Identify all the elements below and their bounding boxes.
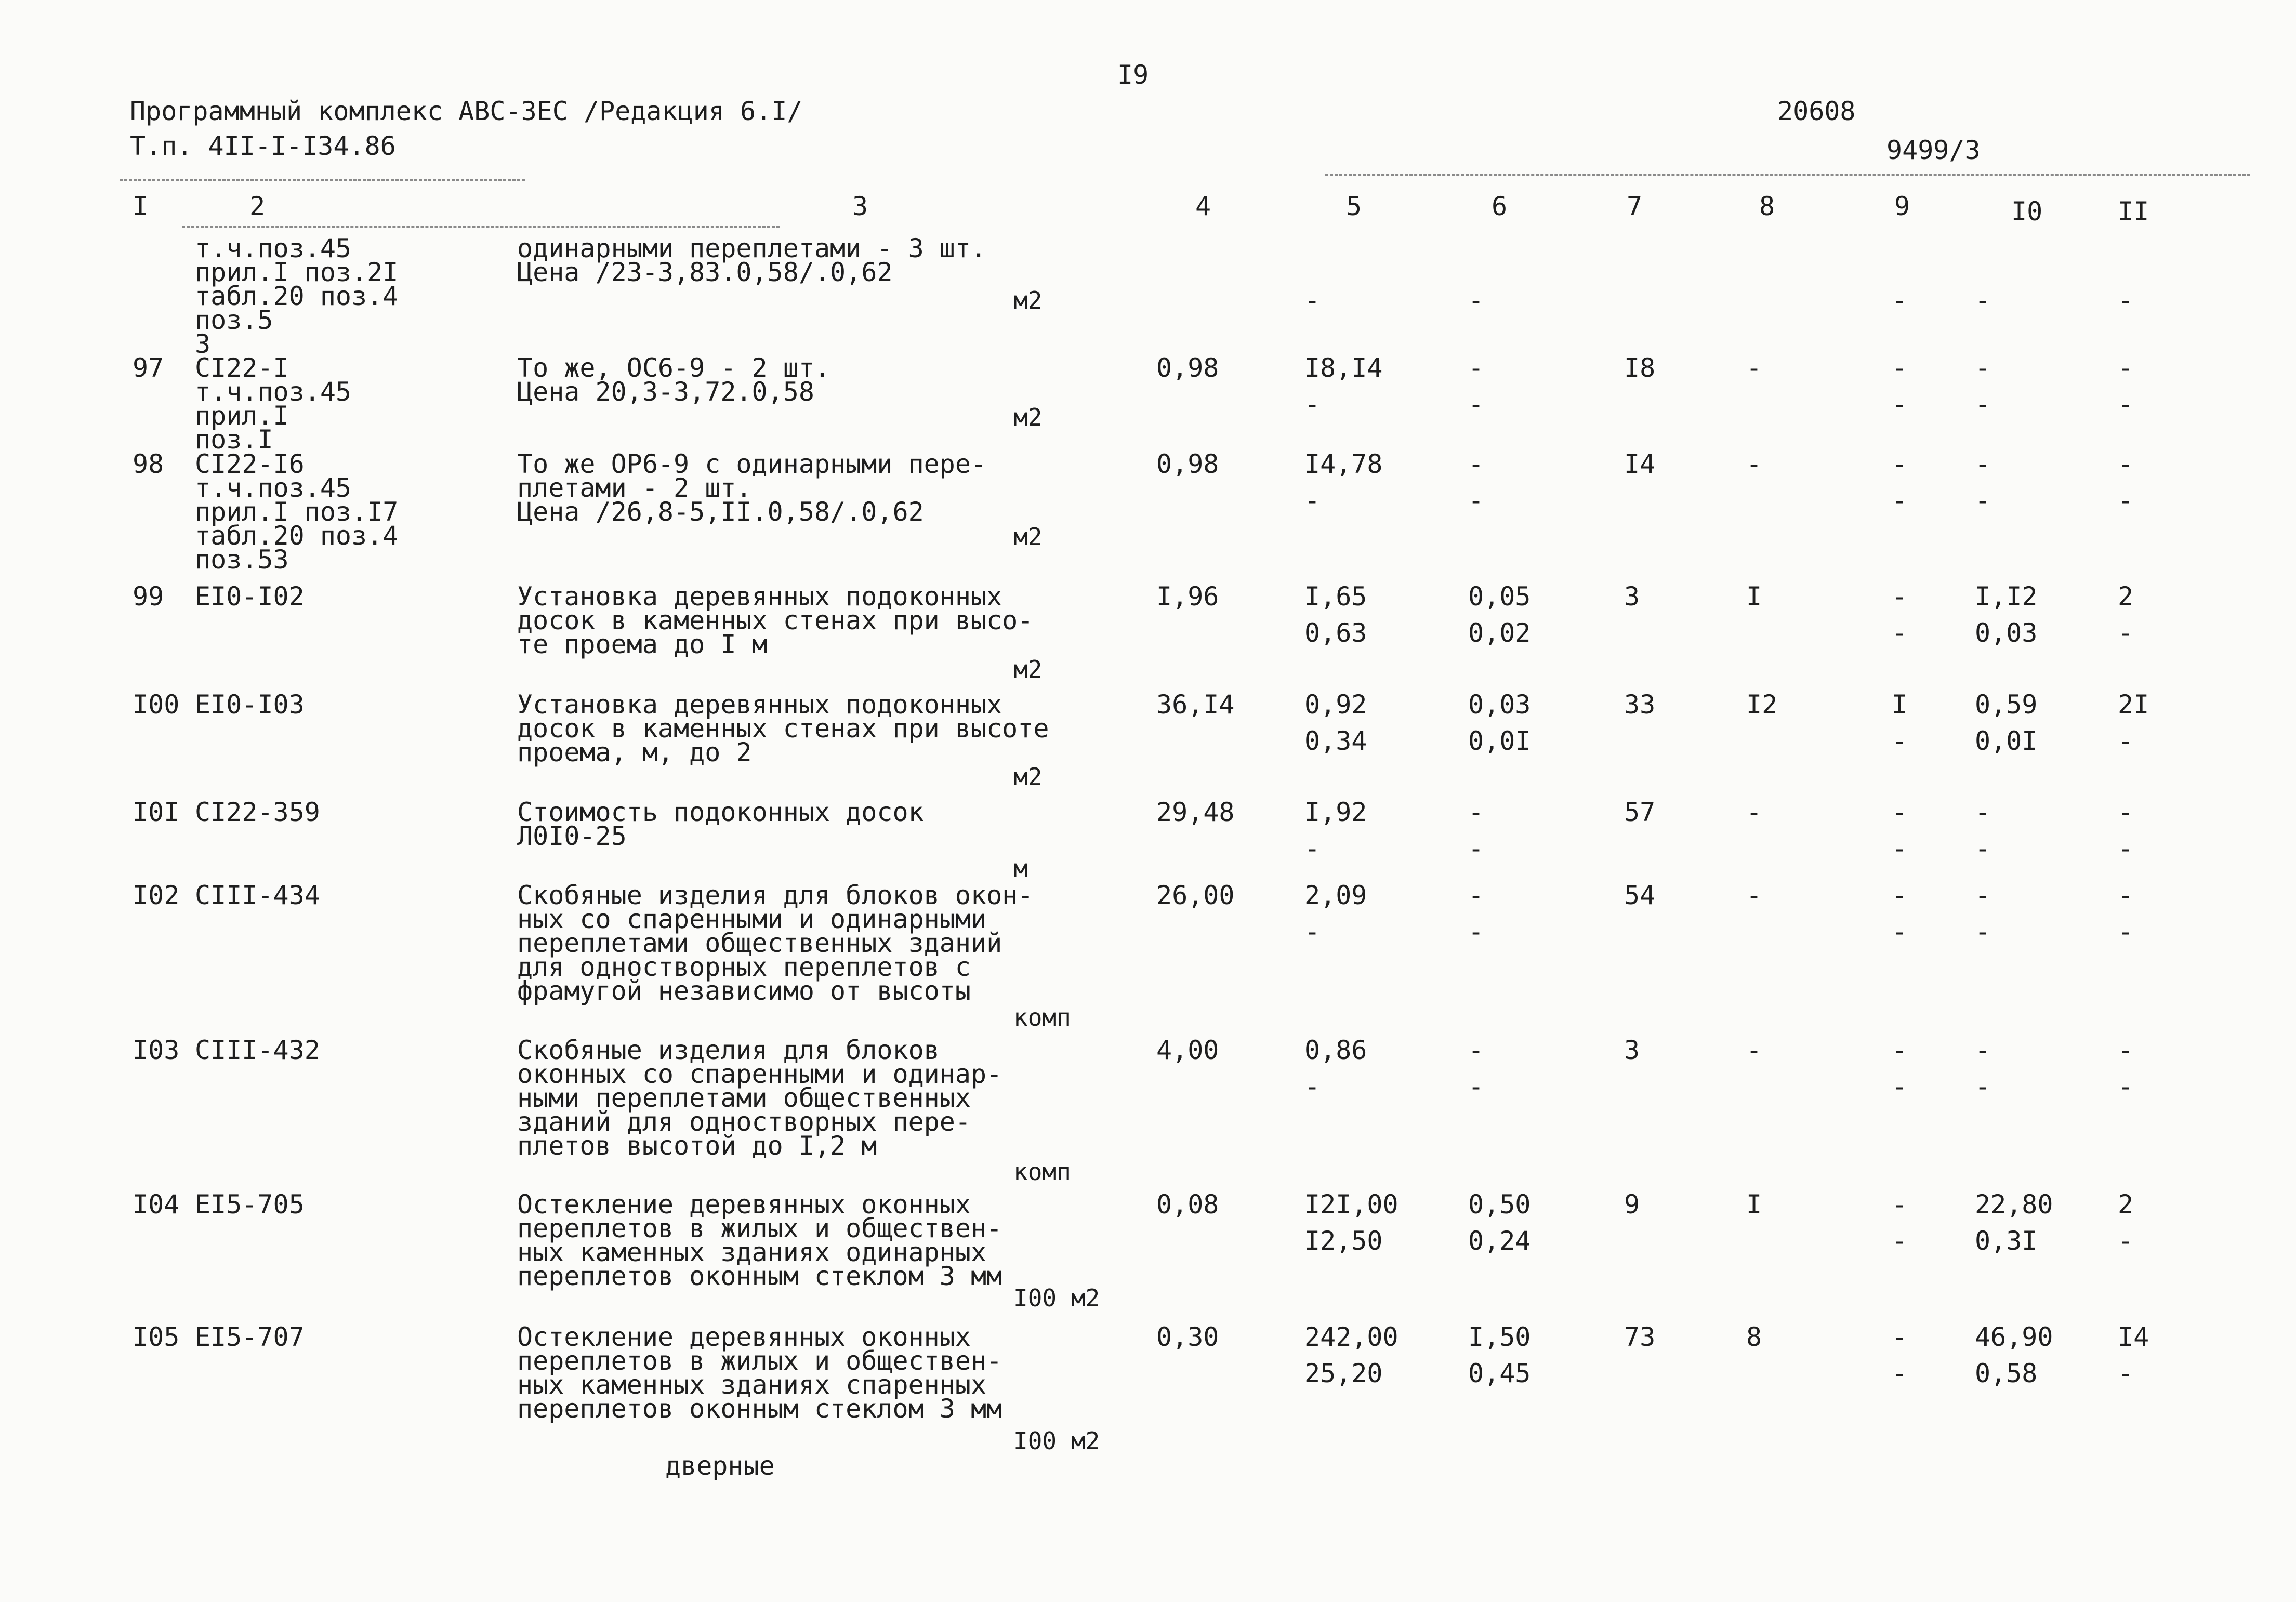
row-col5: I,65: [1304, 581, 1367, 612]
row-col11: -: [2118, 1035, 2134, 1065]
row-col11: 2I: [2118, 690, 2149, 720]
row-col6: 0,50: [1468, 1189, 1531, 1220]
row-col10: 22,80: [1975, 1189, 2053, 1220]
row-col5-secondary: -: [1304, 389, 1321, 419]
row-col7: 73: [1624, 1322, 1656, 1352]
row-quantity: I,96: [1156, 581, 1219, 612]
row-description: Остекление деревянных оконных переплетов в жилых и обществен- ных каменных зданиях одинарных переплетов оконным стеклом 3 мм: [517, 1189, 1002, 1291]
row-col6: I,50: [1468, 1322, 1531, 1352]
row-col10: -: [1975, 285, 1991, 315]
row-col11-secondary: -: [2118, 389, 2134, 419]
row-col10: -: [1975, 797, 1991, 827]
column-header: 5: [1346, 191, 1362, 221]
row-col11-secondary: -: [2118, 917, 2134, 947]
row-col7: 3: [1624, 1035, 1640, 1065]
row-col11: 2: [2118, 581, 2134, 612]
row-col10-secondary: -: [1975, 485, 1991, 515]
row-description: Установка деревянных подоконных досок в каменных стенах при высо- те проема до I м: [517, 581, 1034, 659]
row-unit: м2: [1013, 523, 1043, 551]
row-col11: I4: [2118, 1322, 2149, 1352]
row-col7: 9: [1624, 1189, 1640, 1220]
row-number: 99: [133, 581, 164, 612]
row-unit: I00 м2: [1013, 1427, 1100, 1455]
row-description: Скобяные изделия для блоков окон- ных со спаренными и одинарными переплетами общественных зданий для одностворных переплетов с фрамугой независимо от высоты: [517, 880, 1034, 1006]
row-col10-secondary: -: [1975, 1071, 1991, 1102]
row-col7: 57: [1624, 797, 1656, 827]
row-col5-secondary: -: [1304, 1071, 1321, 1102]
row-col5: 242,00: [1304, 1322, 1398, 1352]
row-col5-secondary: 25,20: [1304, 1358, 1383, 1388]
row-col6-secondary: -: [1468, 917, 1484, 947]
row-col9-secondary: -: [1892, 833, 1908, 864]
row-quantity: 29,48: [1156, 797, 1235, 827]
row-col11: -: [2118, 285, 2134, 315]
row-unit: комп: [1013, 1158, 1071, 1186]
row-col6-secondary: -: [1468, 833, 1484, 864]
row-col8: -: [1746, 880, 1762, 910]
row-unit: м2: [1013, 655, 1043, 683]
row-col6: -: [1468, 880, 1484, 910]
row-number: I00: [133, 690, 180, 720]
row-col5: 0,86: [1304, 1035, 1367, 1065]
row-col9: -: [1892, 1035, 1908, 1065]
row-quantity: 4,00: [1156, 1035, 1219, 1065]
footer-text: дверные: [665, 1451, 775, 1481]
row-col7: 33: [1624, 690, 1656, 720]
row-description: Установка деревянных подоконных досок в каменных стенах при высоте проема, м, до 2: [517, 690, 1049, 767]
row-col8: -: [1746, 797, 1762, 827]
row-col5-secondary: 0,34: [1304, 726, 1367, 756]
row-unit: комп: [1013, 1003, 1071, 1031]
row-col5: I,92: [1304, 797, 1367, 827]
row-col9: -: [1892, 797, 1908, 827]
row-col11: 2: [2118, 1189, 2134, 1220]
row-col9: -: [1892, 353, 1908, 383]
column-header: 9: [1894, 191, 1910, 221]
row-col11-secondary: -: [2118, 726, 2134, 756]
row-col9-secondary: -: [1892, 1071, 1908, 1102]
row-col8: -: [1746, 353, 1762, 383]
row-col9: -: [1892, 880, 1908, 910]
row-col8: -: [1746, 449, 1762, 479]
row-col5-secondary: I2,50: [1304, 1226, 1383, 1256]
row-col9: -: [1892, 1322, 1908, 1352]
row-unit: м: [1013, 854, 1028, 882]
row-col6-secondary: 0,45: [1468, 1358, 1531, 1388]
row-col10-secondary: 0,0I: [1975, 726, 2038, 756]
row-col10: -: [1975, 880, 1991, 910]
row-col10: 0,59: [1975, 690, 2038, 720]
row-description: Стоимость подоконных досок Л0I0-25: [517, 797, 924, 851]
page-number: I9: [1117, 60, 1149, 90]
column-header: I0: [2011, 196, 2043, 227]
row-col11-secondary: -: [2118, 1226, 2134, 1256]
row-col11: -: [2118, 353, 2134, 383]
row-col11-secondary: -: [2118, 485, 2134, 515]
row-col11: -: [2118, 449, 2134, 479]
row-quantity: 26,00: [1156, 880, 1235, 910]
row-col11-secondary: -: [2118, 833, 2134, 864]
row-col11-secondary: -: [2118, 618, 2134, 648]
row-col6: -: [1468, 353, 1484, 383]
column-header: 2: [249, 191, 266, 221]
column-header-rule: [182, 226, 780, 228]
row-quantity: 36,I4: [1156, 690, 1235, 720]
row-description: Остекление деревянных оконных переплетов в жилых и обществен- ных каменных зданиях спаренных переплетов оконным стеклом 3 мм: [517, 1322, 1002, 1424]
row-col5: I8,I4: [1304, 353, 1383, 383]
row-col10: -: [1975, 449, 1991, 479]
row-description: То же ОР6-9 с одинарными пере- плетами - 2 шт. Цена /26,8-5,II.0,58/.0,62: [517, 449, 987, 527]
row-col9: I: [1892, 690, 1908, 720]
document-subtitle: Т.п. 4II-I-I34.86: [130, 131, 396, 161]
row-col8: I: [1746, 1189, 1762, 1220]
column-header: II: [2118, 196, 2149, 227]
row-col5: 2,09: [1304, 880, 1367, 910]
row-quantity: 0,98: [1156, 353, 1219, 383]
row-col9-secondary: -: [1892, 1358, 1908, 1388]
row-col5: I4,78: [1304, 449, 1383, 479]
row-code: ЕI5-707: [195, 1322, 305, 1352]
row-number: I04: [133, 1189, 180, 1220]
row-col8: I: [1746, 581, 1762, 612]
row-col9-secondary: -: [1892, 389, 1908, 419]
row-col5: -: [1304, 285, 1321, 315]
row-col9: -: [1892, 285, 1908, 315]
row-col10: I,I2: [1975, 581, 2038, 612]
row-col10-secondary: -: [1975, 917, 1991, 947]
row-col6-secondary: -: [1468, 485, 1484, 515]
row-col9-secondary: -: [1892, 726, 1908, 756]
row-col10: -: [1975, 1035, 1991, 1065]
row-col9-secondary: -: [1892, 1226, 1908, 1256]
row-col9: -: [1892, 449, 1908, 479]
column-header: 4: [1195, 191, 1211, 221]
row-code: СI22-I6 т.ч.поз.45 прил.I поз.I7 табл.20 поз.4 поз.53: [195, 449, 399, 575]
row-col9-secondary: -: [1892, 917, 1908, 947]
row-col10-secondary: 0,03: [1975, 618, 2038, 648]
row-unit: м2: [1013, 763, 1043, 791]
row-code: СI22-I т.ч.поз.45 прил.I поз.I: [195, 353, 352, 455]
row-col11: -: [2118, 797, 2134, 827]
document-code: 20608: [1777, 96, 1856, 126]
row-code: СIII-432: [195, 1035, 320, 1065]
header-rule-right: [1325, 174, 2250, 176]
row-col6-secondary: 0,24: [1468, 1226, 1531, 1256]
row-quantity: 0,08: [1156, 1189, 1219, 1220]
row-col10-secondary: -: [1975, 833, 1991, 864]
row-col9-secondary: -: [1892, 485, 1908, 515]
row-col5: I2I,00: [1304, 1189, 1398, 1220]
row-col7: I8: [1624, 353, 1656, 383]
row-col11-secondary: -: [2118, 1358, 2134, 1388]
row-code: СI22-359: [195, 797, 320, 827]
column-header: 8: [1759, 191, 1775, 221]
row-code: ЕI0-I03: [195, 690, 305, 720]
row-col9: -: [1892, 581, 1908, 612]
row-col5-secondary: -: [1304, 917, 1321, 947]
row-quantity: 0,98: [1156, 449, 1219, 479]
row-col6: -: [1468, 797, 1484, 827]
row-col6: 0,05: [1468, 581, 1531, 612]
row-col8: -: [1746, 1035, 1762, 1065]
row-number: 98: [133, 449, 164, 479]
row-number: 97: [133, 353, 164, 383]
row-col9: -: [1892, 1189, 1908, 1220]
row-quantity: 0,30: [1156, 1322, 1219, 1352]
row-col5-secondary: 0,63: [1304, 618, 1367, 648]
row-col10-secondary: 0,58: [1975, 1358, 2038, 1388]
row-unit: I00 м2: [1013, 1284, 1100, 1312]
row-col6-secondary: 0,0I: [1468, 726, 1531, 756]
row-col8: I2: [1746, 690, 1778, 720]
row-col10-secondary: -: [1975, 389, 1991, 419]
column-header: I: [133, 191, 149, 221]
row-number: I05: [133, 1322, 180, 1352]
column-header: 3: [852, 191, 868, 221]
header-rule-left: [120, 179, 525, 181]
row-col8: 8: [1746, 1322, 1762, 1352]
row-code: ЕI0-I02: [195, 581, 305, 612]
row-col10-secondary: 0,3I: [1975, 1226, 2038, 1256]
row-col6: -: [1468, 285, 1484, 315]
row-col6: -: [1468, 449, 1484, 479]
row-col5-secondary: -: [1304, 833, 1321, 864]
row-col11: -: [2118, 880, 2134, 910]
column-header: 6: [1492, 191, 1508, 221]
row-number: I03: [133, 1035, 180, 1065]
row-col11-secondary: -: [2118, 1071, 2134, 1102]
row-description: То же, ОС6-9 - 2 шт. Цена 20,3-3,72.0,58: [517, 353, 830, 407]
row-col6: 0,03: [1468, 690, 1531, 720]
row-col9-secondary: -: [1892, 618, 1908, 648]
row-col7: 3: [1624, 581, 1640, 612]
row-col6: -: [1468, 1035, 1484, 1065]
row-col5-secondary: -: [1304, 485, 1321, 515]
row-code: т.ч.поз.45 прил.I поз.2I табл.20 поз.4 поз.5 3: [195, 233, 399, 359]
row-number: I0I: [133, 797, 180, 827]
row-col10: -: [1975, 353, 1991, 383]
row-code: ЕI5-705: [195, 1189, 305, 1220]
row-unit: м2: [1013, 286, 1043, 314]
row-description: одинарными переплетами - 3 шт. Цена /23-3,83.0,58/.0,62: [517, 233, 987, 287]
row-col6-secondary: 0,02: [1468, 618, 1531, 648]
row-description: Скобяные изделия для блоков оконных со спаренными и одинар- ными переплетами общественных зданий для одностворных пере- плетов высотой до I,2 м: [517, 1035, 1002, 1161]
row-col7: 54: [1624, 880, 1656, 910]
row-unit: м2: [1013, 403, 1043, 431]
sheet-code: 9499/3: [1886, 135, 1981, 165]
column-header: 7: [1627, 191, 1643, 221]
row-col5: 0,92: [1304, 690, 1367, 720]
document-title: Программный комплекс АВС-ЗЕС /Редакция 6.I/: [130, 96, 803, 126]
row-col10: 46,90: [1975, 1322, 2053, 1352]
row-number: I02: [133, 880, 180, 910]
row-col6-secondary: -: [1468, 1071, 1484, 1102]
row-col7: I4: [1624, 449, 1656, 479]
row-code: СIII-434: [195, 880, 320, 910]
row-col6-secondary: -: [1468, 389, 1484, 419]
